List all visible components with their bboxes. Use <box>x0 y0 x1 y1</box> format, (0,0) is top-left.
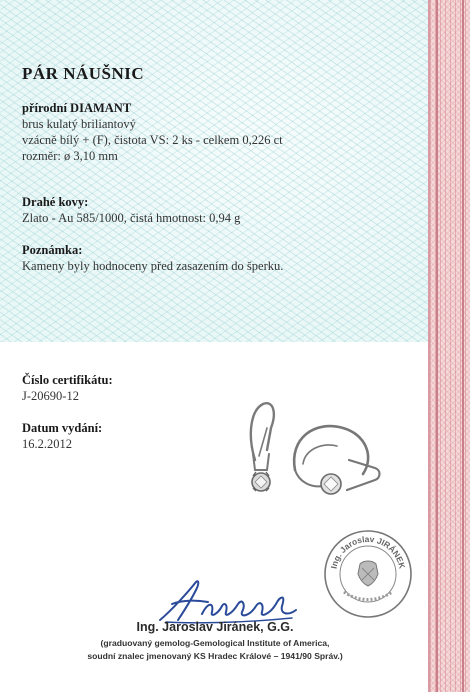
issue-date-section <box>22 420 102 452</box>
metals-heading: Drahé kovy: <box>22 195 89 209</box>
right-diamond-icon <box>321 474 341 494</box>
signature-image <box>152 574 302 626</box>
metals-value: Zlato - Au 585/1000, čistá hmotnost: 0,94 g <box>22 211 241 225</box>
earrings-photo <box>225 398 395 528</box>
document-title: PÁR NÁUŠNIC <box>22 64 145 83</box>
signatory-appointment: soudní znalec jmenovaný KS Hradec Králové – 1941/90 Správ.) <box>87 651 343 661</box>
stone-size: rozměr: ø 3,10 mm <box>22 149 118 163</box>
issue-date-heading: Datum vydání: <box>22 421 103 435</box>
left-earring-icon <box>251 403 274 470</box>
signatory-credentials: (graduovaný gemolog-Gemological Institute of America, <box>100 638 330 648</box>
note-section <box>22 242 283 274</box>
expert-seal-icon <box>322 528 414 620</box>
stone-heading: přírodní DIAMANT <box>22 101 132 115</box>
guilloche-background <box>0 0 430 342</box>
left-diamond-icon <box>252 472 270 491</box>
metals-section <box>22 194 240 226</box>
seal-text: Ing. Jaroslav JIRÁNEK <box>328 533 408 570</box>
note-value: Kameny byly hodnoceny před zasazením do šperku. <box>22 259 284 273</box>
certificate-number-value: J-20690-12 <box>22 389 79 403</box>
signatory-name: Ing. Jaroslav Jiránek, G.G. <box>136 620 294 634</box>
certificate-number-section <box>22 372 113 404</box>
stone-quality: vzácně bílý + (F), čistota VS: 2 ks - celkem 0,226 ct <box>22 133 283 147</box>
stone-cut: brus kulatý briliantový <box>22 117 136 131</box>
issue-date-value: 16.2.2012 <box>22 437 72 451</box>
stone-section <box>22 100 283 164</box>
certificate-number-heading: Číslo certifikátu: <box>22 373 113 387</box>
decorative-border <box>428 0 470 692</box>
note-heading: Poznámka: <box>22 243 83 257</box>
